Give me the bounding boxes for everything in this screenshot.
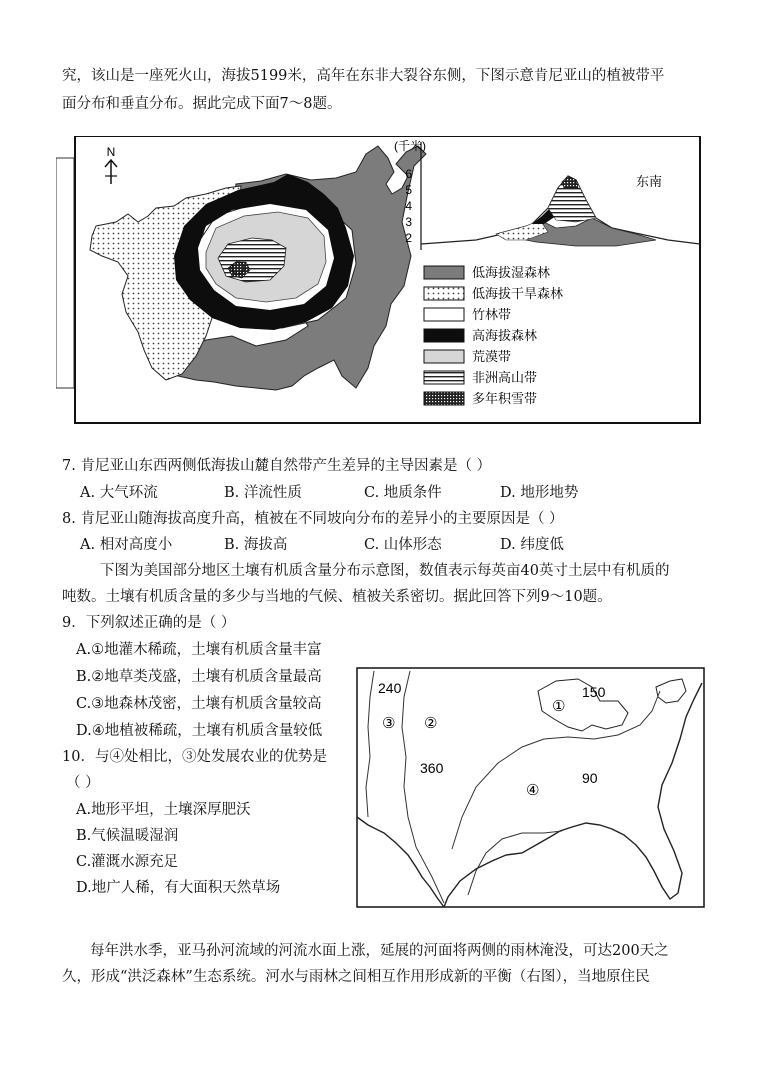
direction-label: 东南 [636,174,663,189]
north-label: N [106,145,116,159]
unit-label: (千米) [394,139,426,153]
kenya-vegetation-figure [56,136,706,430]
q9-option-a: A.①地灌木稀疏，土壤有机质含量丰富 [76,642,322,658]
legend-label: 低海拔干旱森林 [472,286,564,301]
q9-option-d: D.④地植被稀疏，土壤有机质含量较低 [76,723,323,739]
map-value-150: 150 [582,684,606,700]
q10-option-a: A.地形平坦，土壤深厚肥沃 [76,802,251,818]
q7-option-d: D. 地形地势 [500,485,579,501]
q7-option-a: A. 大气环流 [80,485,158,501]
q8-option-d: D. 纬度低 [500,537,564,553]
y-tick-5: 5 [405,183,412,197]
intro-line-2: 面分布和垂直分布。据此完成下面7～8题。 [62,96,342,112]
edge-strip [56,158,74,388]
us-soil-map [356,667,706,913]
q7-option-b: B. 洋流性质 [224,485,302,501]
y-tick-2: 2 [405,231,412,245]
q7-stem: 7. 肯尼亚山东西两侧低海拔山麓自然带产生差异的主导因素是（ ） [62,458,492,474]
legend-label: 荒漠带 [472,349,512,364]
map-value-90: 90 [582,770,598,786]
y-tick-3: 3 [405,215,412,229]
legend-label: 低海拔湿森林 [472,265,551,280]
q10-option-d: D.地广人稀，有大面积天然草场 [76,880,281,896]
map-point-2: ② [424,715,438,732]
q8-stem: 8. 肯尼亚山随海拔高度升高，植被在不同坡向分布的差异小的主要原因是（ ） [62,511,564,527]
map-point-1: ① [552,698,566,715]
q10-option-b: B.气候温暖湿润 [76,828,179,844]
q10-stem: 10．与④处相比，③处发展农业的优势是 [62,749,327,765]
legend-label: 竹林带 [472,307,512,322]
q8-option-b: B. 海拔高 [224,537,288,553]
y-tick-6: 6 [405,167,412,181]
y-tick-4: 4 [405,199,412,213]
map-value-240: 240 [378,680,402,696]
map-value-360: 360 [420,760,444,776]
q9-stem: 9．下列叙述正确的是（ ） [62,615,236,631]
map-point-3: ③ [382,715,396,732]
q9-option-b: B.②地草类茂盛，土壤有机质含量最高 [76,669,322,685]
q8-option-a: A. 相对高度小 [80,537,173,553]
passage3-line-2: 久，形成“洪泛森林”生态系统。河水与雨林之间相互作用形成新的平衡（右图），当地原住民 [62,969,650,985]
q9-option-c: C.③地森林茂密，土壤有机质含量较高 [76,696,322,712]
map-point-4: ④ [526,782,540,799]
q10-option-c: C.灌溉水源充足 [76,854,179,870]
legend-label: 高海拔森林 [472,328,538,343]
passage3-line-1: 每年洪水季，亚马孙河流域的河流水面上涨，延展的河面将两侧的雨林淹没，可达200天之 [90,943,669,959]
q7-option-c: C. 地质条件 [364,485,442,501]
q8-option-c: C. 山体形态 [364,537,442,553]
q10-paren: （ ） [66,775,100,791]
passage2-line-1: 下图为美国部分地区土壤有机质含量分布示意图，数值表示每英亩40英寸土层中有机质的 [100,563,670,579]
intro-line-1: 究，该山是一座死火山，海拔5199米，高年在东非大裂谷东侧，下图示意肯尼亚山的植被带平 [62,68,665,84]
passage2-line-2: 吨数。土壤有机质含量的多少与当地的气候、植被关系密切。据此回答下列9～10题。 [62,589,612,605]
legend-label: 多年积雪带 [472,391,538,406]
legend-label: 非洲高山带 [472,370,538,385]
